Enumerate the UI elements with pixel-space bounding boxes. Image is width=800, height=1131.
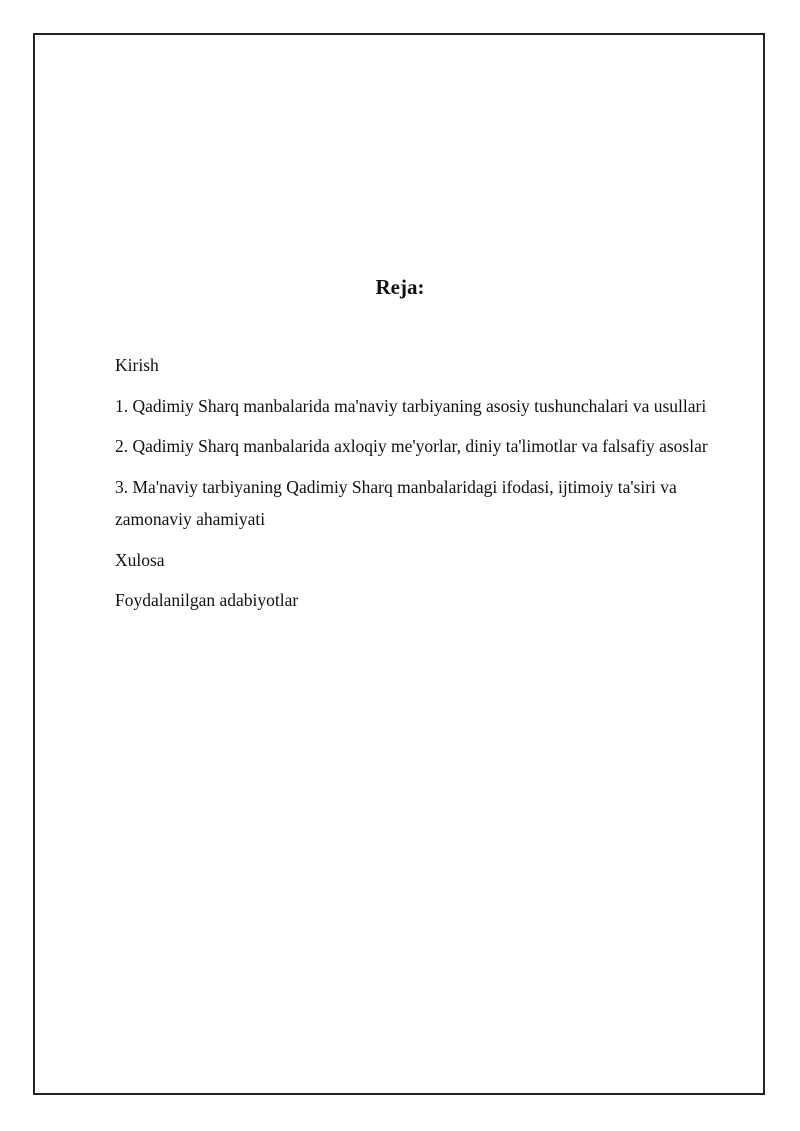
plan-item-chapter-1: 1. Qadimiy Sharq manbalarida ma'naviy tarbiyaning asosiy tushunchalari va usullari [115,395,707,416]
plan-item-conclusion: Xulosa [115,549,165,570]
plan-item-references: Foydalanilgan adabiyotlar [115,590,299,610]
plan-list [115,349,730,625]
plan-item-chapter-3: 3. Ma'naviy tarbiyaning Qadimiy Sharq manbalaridagi ifodasi, ijtimoiy ta'siri va zamonaviy ahamiyati [115,476,677,529]
plan-item-introduction: Kirish [115,355,159,375]
page-title: Reja: [375,275,425,299]
plan-item-chapter-2: 2. Qadimiy Sharq manbalarida axloqiy me'yorlar, diniy ta'limotlar va falsafiy asoslar [115,436,708,456]
